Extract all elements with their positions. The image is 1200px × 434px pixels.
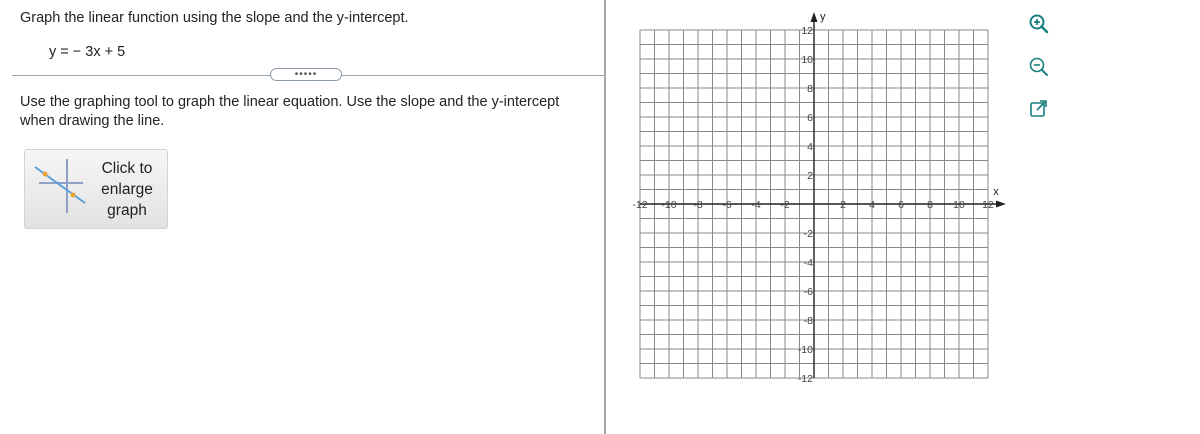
y-tick-label: 4 bbox=[807, 141, 813, 153]
y-tick-label: 8 bbox=[807, 83, 813, 95]
expand-button[interactable]: ••••• bbox=[270, 68, 342, 81]
zoom-out-button[interactable] bbox=[1028, 56, 1050, 78]
enlarge-label-line3: graph bbox=[107, 202, 147, 219]
x-tick-label: 8 bbox=[927, 199, 933, 211]
x-tick-label: -2 bbox=[780, 199, 790, 211]
y-tick-label: -8 bbox=[803, 315, 813, 327]
coordinate-graph[interactable] bbox=[606, 0, 1026, 434]
x-tick-label: -6 bbox=[722, 199, 732, 211]
enlarge-label-line1: Click to bbox=[101, 160, 153, 177]
y-tick-label: 10 bbox=[801, 54, 813, 66]
x-axis-arrow bbox=[996, 201, 1006, 208]
y-tick-label: 12 bbox=[801, 25, 813, 37]
x-tick-label: -4 bbox=[751, 199, 761, 211]
x-axis-label: x bbox=[993, 186, 999, 198]
x-tick-label: 10 bbox=[953, 199, 965, 211]
graph-thumbnail-icon bbox=[31, 157, 91, 217]
instructions: Use the graphing tool to graph the linear equation. Use the slope and the y-intercept when drawing the line. bbox=[20, 94, 560, 129]
question-title: Graph the linear function using the slope and the y-intercept. bbox=[20, 10, 409, 26]
y-axis-label: y bbox=[820, 11, 826, 23]
y-tick-label: -2 bbox=[803, 228, 813, 240]
popout-icon bbox=[1028, 98, 1050, 120]
enlarge-label bbox=[95, 158, 159, 221]
x-tick-label: 2 bbox=[840, 199, 846, 211]
zoom-in-icon bbox=[1028, 13, 1050, 35]
y-tick-label: -6 bbox=[803, 286, 813, 298]
x-tick-label: -8 bbox=[693, 199, 703, 211]
popout-button[interactable] bbox=[1028, 98, 1050, 120]
x-tick-label: -10 bbox=[661, 199, 677, 211]
enlarge-label-line2: enlarge bbox=[101, 181, 153, 198]
x-tick-label: 12 bbox=[982, 199, 994, 211]
enlarge-graph-button[interactable] bbox=[24, 149, 168, 229]
y-axis-arrow bbox=[811, 12, 818, 22]
x-tick-label: 6 bbox=[898, 199, 904, 211]
y-tick-label: -4 bbox=[803, 257, 813, 269]
x-tick-label: 4 bbox=[869, 199, 875, 211]
equation: y = − 3x + 5 bbox=[49, 44, 126, 60]
y-tick-label: -10 bbox=[797, 344, 813, 356]
y-tick-label: -12 bbox=[797, 373, 813, 385]
x-tick-label: -12 bbox=[632, 199, 648, 211]
zoom-in-button[interactable] bbox=[1028, 13, 1050, 35]
y-tick-label: 2 bbox=[807, 170, 813, 182]
zoom-out-icon bbox=[1028, 56, 1050, 78]
y-tick-label: 6 bbox=[807, 112, 813, 124]
